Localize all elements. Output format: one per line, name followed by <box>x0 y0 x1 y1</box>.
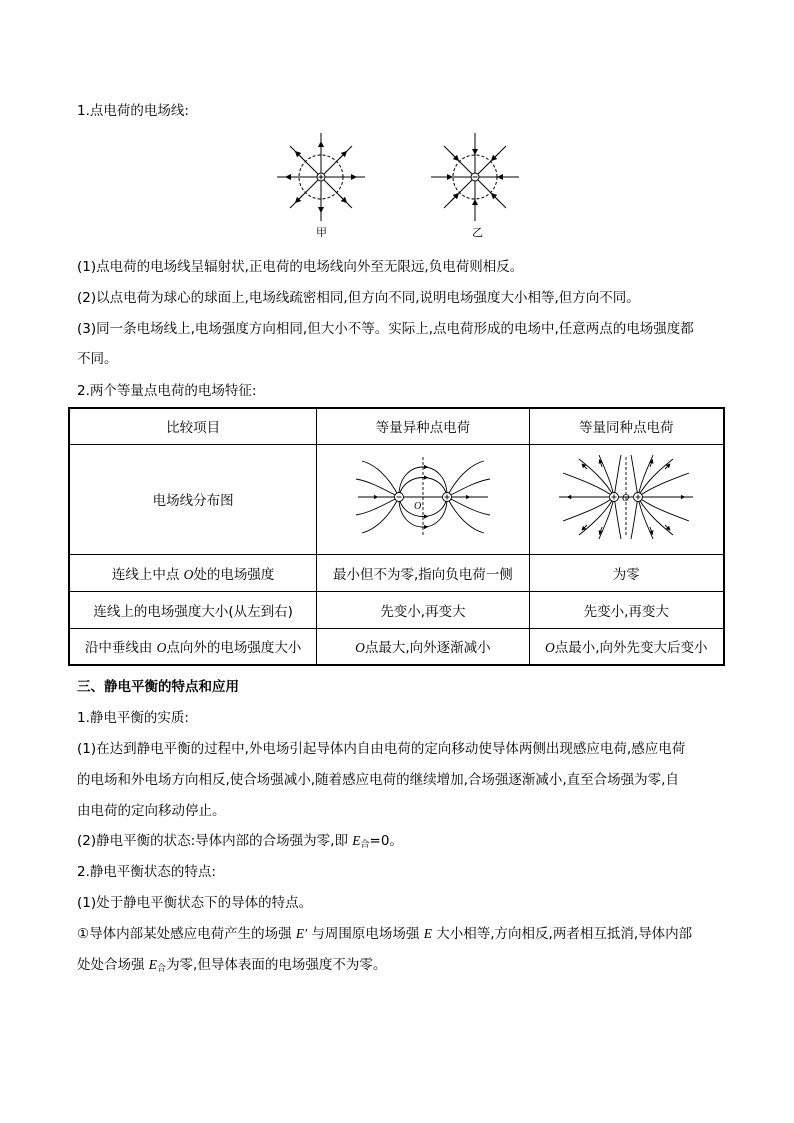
paragraph-features-2a <box>77 924 692 944</box>
table-cell-opposite: 最小但不为零,指向负电荷一侧 <box>317 554 529 591</box>
table-cell-opposite: 先变小,再变大 <box>317 591 529 628</box>
paragraph-equilibrium-1b: 的电场和外电场方向相反,使合场强减小,随着感应电荷的继续增加,合场强逐渐减小,直至合场强为零,自 <box>77 772 679 788</box>
table-header-same: 等量同种点电荷 <box>529 408 724 444</box>
table-cell-opposite-figure <box>317 444 529 554</box>
figure-positive-charge-field <box>274 130 368 224</box>
opposite-o-label: O <box>413 501 422 512</box>
opposite-charges-field-diagram <box>348 451 498 543</box>
paragraph-equilibrium-1c: 由电荷的定向移动停止。 <box>77 803 226 819</box>
heading-point-charge: 1.点电荷的电场线: <box>77 103 189 119</box>
p5-pre: 处处合场强 <box>77 957 149 973</box>
table-row <box>69 591 724 628</box>
p4-mid: 与周围原电场场强 <box>307 926 424 942</box>
subheading-essence: 1.静电平衡的实质: <box>77 710 189 726</box>
opposite-o: O <box>355 640 365 656</box>
paragraph-3a: (3)同一条电场线上,电场强度方向相同,但大小不等。实际上,点电荷形成的电场中,任意两点的电场强度都 <box>77 321 694 337</box>
p5-post: 为零,但导体表面的电场强度不为零。 <box>166 957 387 973</box>
comparison-table <box>68 407 725 666</box>
item-text-b: 点向外的电场强度大小 <box>166 640 302 657</box>
paragraph-features-2b <box>77 955 386 979</box>
paragraph-features-1: (1)处于静电平衡状态下的导体的特点。 <box>77 895 313 911</box>
p4-e1: E′ <box>295 926 308 941</box>
p4-pre: ①导体内部某处感应电荷产生的场强 <box>77 926 296 942</box>
table-row <box>69 554 724 591</box>
table-cell-same: 先变小,再变大 <box>529 591 724 628</box>
same-charges-field-diagram <box>551 451 701 543</box>
item-text-a: 连线上中点 <box>111 566 184 583</box>
table-header-row <box>69 408 724 444</box>
same-o: O <box>544 640 555 656</box>
table-row <box>69 444 724 554</box>
subheading-features: 2.静电平衡状态的特点: <box>77 864 216 880</box>
p4-post: 大小相等,方向相反,两者相互抵消,导体内部 <box>431 926 693 942</box>
table-header-item: 比较项目 <box>69 408 317 444</box>
table-cell-figure-label: 电场线分布图 <box>69 444 317 554</box>
heading-two-charges: 2.两个等量点电荷的电场特征: <box>77 383 257 399</box>
item-o: O <box>183 566 194 582</box>
paragraph-3b: 不同。 <box>77 351 118 367</box>
p2-post: =0。 <box>369 833 403 849</box>
heading-electrostatic-equilibrium: 三、静电平衡的特点和应用 <box>77 679 239 695</box>
opposite-text: 点最大,向外逐渐减小 <box>364 640 491 657</box>
item-text-a: 沿中垂线由 <box>84 640 157 657</box>
table-cell-same <box>529 628 724 665</box>
figure-negative-charge-field <box>428 130 522 224</box>
p2-e: E <box>352 833 361 848</box>
p2-pre: (2)静电平衡的状态:导体内部的合场强为零,即 <box>77 833 353 849</box>
table-cell-same-figure <box>529 444 724 554</box>
paragraph-equilibrium-1a: (1)在达到静电平衡的过程中,外电场引起导体内自由电荷的定向移动使导体两侧出现感应电荷,感应电荷 <box>77 741 686 757</box>
paragraph-1: (1)点电荷的电场线呈辐射状,正电荷的电场线向外至无限远,负电荷则相反。 <box>77 259 524 275</box>
figure-label-right: 乙 <box>472 226 483 239</box>
table-header-opposite: 等量异种点电荷 <box>317 408 529 444</box>
paragraph-equilibrium-2 <box>77 831 403 855</box>
item-o: O <box>156 640 167 656</box>
p5-sub: 合 <box>157 964 167 974</box>
table-row <box>69 628 724 665</box>
paragraph-2: (2)以点电荷为球心的球面上,电场线疏密相同,但方向不同,说明电场强度大小相等,但方向不同。 <box>77 290 640 306</box>
figure-label-left: 甲 <box>316 226 327 239</box>
table-cell-item <box>69 554 317 591</box>
table-cell-opposite <box>317 628 529 665</box>
table-cell-same: 为零 <box>529 554 724 591</box>
table-cell-item: 连线上的电场强度大小(从左到右) <box>69 591 317 628</box>
table-cell-item <box>69 628 317 665</box>
item-text-b: 处的电场强度 <box>193 566 275 583</box>
p4-e2: E <box>423 926 432 941</box>
same-o-label: O <box>622 493 630 504</box>
p5-e: E <box>148 957 158 972</box>
p2-sub: 合 <box>360 840 370 850</box>
same-text: 点最小,向外先变大后变小 <box>554 640 708 657</box>
